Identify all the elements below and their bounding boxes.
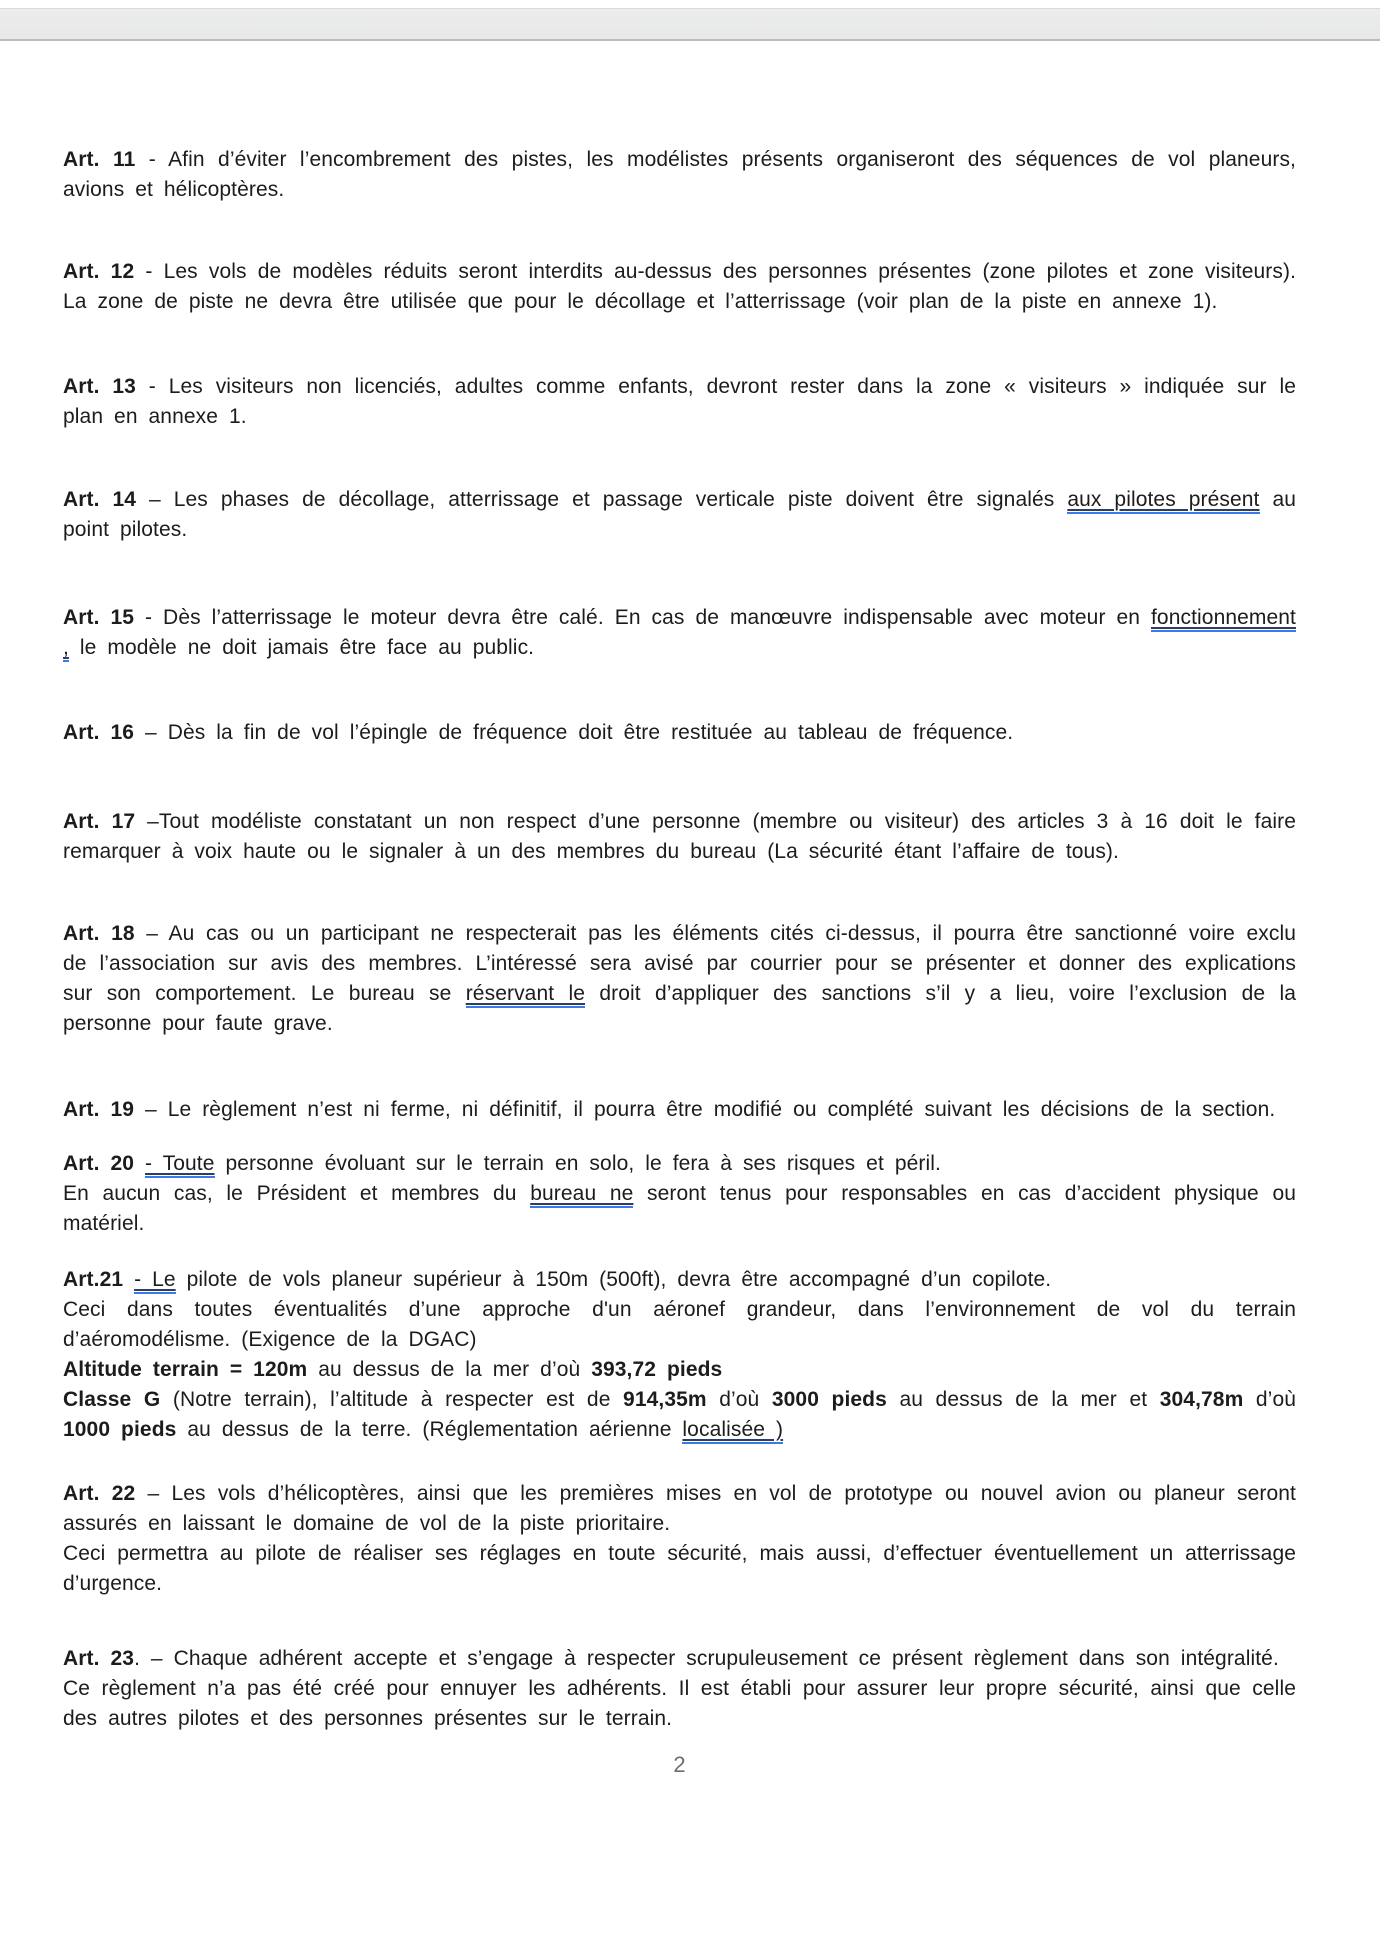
- article-12-number: Art. 12: [63, 260, 135, 283]
- article-19-number: Art. 19: [63, 1098, 135, 1121]
- article-13-text: - Les visiteurs non licenciés, adultes comme enfants, devront rester dans la zone « visiteurs » indiquée sur le plan en annexe 1.: [63, 375, 1296, 428]
- article-15: [63, 603, 1296, 663]
- document-body: [63, 41, 1296, 1780]
- article-11-number: Art. 11: [63, 148, 136, 171]
- article-18-number: Art. 18: [63, 922, 135, 945]
- revision-marked-text: - Toute: [145, 1152, 215, 1178]
- altitude-terrain-value: Altitude terrain = 120m: [63, 1358, 308, 1381]
- article-17-text: –Tout modéliste constatant un non respect d’une personne (membre ou visiteur) des articles 3 à 16 doit le faire remarquer à voix haute ou le signaler à un des membres du bureau (La sécurité étant l’affaire de tous).: [63, 810, 1296, 863]
- article-20-text-3: seront tenus pour responsables en cas d’accident physique ou matériel.: [63, 1182, 1297, 1235]
- article-17: [63, 807, 1296, 867]
- article-12-text: - Les vols de modèles réduits seront interdits au-dessus des personnes présentes (zone pilotes et zone visiteurs). La zone de piste ne devra être utilisée que pour le décollage et l’atterrissage (voir plan de la piste en annexe 1).: [63, 260, 1297, 313]
- revision-marked-text: localisée ): [682, 1418, 783, 1444]
- article-22-number: Art. 22: [63, 1482, 136, 1505]
- article-14-number: Art. 14: [63, 488, 137, 511]
- article-11-text: - Afin d’éviter l’encombrement des pistes, les modélistes présents organiseront des séquences de vol planeurs, avions et hélicoptères.: [63, 148, 1296, 201]
- article-19-text: – Le règlement n’est ni ferme, ni définitif, il pourra être modifié ou complété suivant les décisions de la section.: [134, 1098, 1276, 1121]
- altitude-feet-value: 393,72 pieds: [591, 1358, 723, 1381]
- article-19: [63, 1095, 1296, 1125]
- article-15-text: - Dès l’atterrissage le moteur devra être calé. En cas de manœuvre indispensable avec moteur en: [134, 606, 1151, 629]
- article-18-text: – Au cas ou un participant ne respecterait pas les éléments cités ci-dessus, il pourra être sanctionné voire exclu de l’association sur avis des membres. L’intéressé sera avisé par courrier pour se présenter et donner des explications sur son comportement. Le bureau se: [63, 922, 1296, 1005]
- article-20-text-2: En aucun cas, le Président et membres du: [63, 1182, 531, 1205]
- article-18: [63, 919, 1296, 1039]
- article-14: [63, 485, 1296, 545]
- article-17-number: Art. 17: [63, 810, 136, 833]
- altitude-1000ft-value: 1000 pieds: [63, 1418, 177, 1441]
- article-21-text-2: Ceci dans toutes éventualités d’une approche d'un aéronef grandeur, dans l’environnement de vol du terrain d’aéromodélisme. (Exigence de la DGAC): [63, 1298, 1296, 1351]
- article-22-text-2: Ceci permettra au pilote de réaliser ses réglages en toute sécurité, mais aussi, d’effectuer éventuellement un atterrissage d’urgence.: [63, 1542, 1296, 1595]
- revision-marked-text: réservant le: [466, 982, 585, 1008]
- article-16: [63, 718, 1296, 748]
- article-20-text: personne évoluant sur le terrain en solo, le fera à ses risques et péril.: [214, 1152, 941, 1175]
- article-16-text: – Dès la fin de vol l’épingle de fréquence doit être restituée au tableau de fréquence.: [134, 721, 1014, 744]
- article-18-text-2: droit d’appliquer des sanctions s’il y a lieu, voire l’exclusion de la personne pour faute grave.: [63, 982, 1296, 1035]
- article-16-number: Art. 16: [63, 721, 135, 744]
- article-13-number: Art. 13: [63, 375, 136, 398]
- article-12: [63, 257, 1296, 317]
- article-21-number: Art.21: [63, 1268, 135, 1291]
- article-22-text: – Les vols d’hélicoptères, ainsi que les premières mises en vol de prototype ou nouvel avion ou planeur seront assurés en laissant le domaine de vol de la piste prioritaire.: [63, 1482, 1296, 1535]
- page-number: 2: [673, 1752, 686, 1777]
- article-22: [63, 1479, 1296, 1599]
- article-14-text: – Les phases de décollage, atterrissage et passage verticale piste doivent être signalés: [136, 488, 1068, 511]
- article-20-number: Art. 20: [63, 1152, 145, 1175]
- article-15-number: Art. 15: [63, 606, 135, 629]
- article-11: [63, 145, 1296, 205]
- article-21-text-6: au dessus de la mer et: [886, 1388, 1160, 1411]
- article-13: [63, 372, 1296, 432]
- article-15-text-2: le modèle ne doit jamais être face au public.: [68, 636, 535, 659]
- article-21-text-8: au dessus de la terre. (Réglementation aérienne: [176, 1418, 683, 1441]
- article-14-text-2: au point pilotes.: [63, 488, 1296, 541]
- revision-marked-text: fonctionnement ,: [63, 606, 1296, 662]
- altitude-3000ft-value: 3000 pieds: [771, 1388, 887, 1411]
- article-21-text-4: (Notre terrain), l’altitude à respecter est de: [160, 1388, 624, 1411]
- article-21-text: pilote de vols planeur supérieur à 150m (500ft), devra être accompagné d’un copilote.: [175, 1268, 1052, 1291]
- revision-marked-text: - Le: [134, 1268, 176, 1294]
- article-23-number: Art. 23: [63, 1647, 135, 1670]
- article-21-text-5: d’où: [706, 1388, 772, 1411]
- window-top-strip: [0, 8, 1380, 41]
- article-21-text-7: d’où: [1243, 1388, 1296, 1411]
- article-21: [63, 1265, 1296, 1445]
- article-23: [63, 1644, 1296, 1734]
- altitude-914-value: 914,35m: [623, 1388, 707, 1411]
- altitude-304-value: 304,78m: [1159, 1388, 1244, 1411]
- revision-marked-text: bureau ne: [530, 1182, 633, 1208]
- article-23-text-2: Ce règlement n’a pas été créé pour ennuyer les adhérents. Il est établi pour assurer leur propre sécurité, ainsi que celle des autres pilotes et des personnes présentes sur le terrain.: [63, 1677, 1296, 1730]
- article-23-text: . – Chaque adhérent accepte et s’engage à respecter scrupuleusement ce présent règlement dans son intégralité.: [134, 1647, 1279, 1670]
- classe-g-label: Classe G: [63, 1388, 161, 1411]
- article-20: [63, 1149, 1296, 1239]
- revision-marked-text: aux pilotes présent: [1067, 488, 1259, 514]
- article-21-text-3: au dessus de la mer d’où: [307, 1358, 592, 1381]
